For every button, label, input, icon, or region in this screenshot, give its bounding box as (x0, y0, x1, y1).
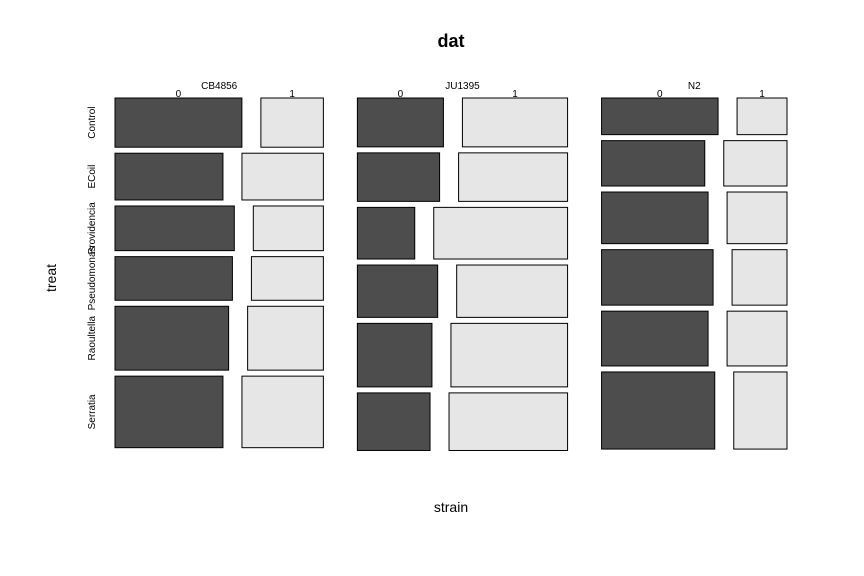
tile-ju1395-control-0 (357, 98, 443, 147)
tile-cb4856-raoultella-0 (115, 306, 229, 370)
treat-label-providencia: Providencia (87, 202, 98, 255)
chart-title: dat (437, 31, 465, 51)
tile-cb4856-control-0 (115, 98, 242, 147)
tile-n2-pseudomonas-1 (732, 250, 787, 305)
tile-n2-control-1 (737, 98, 787, 135)
tile-ju1395-control-1 (462, 98, 567, 147)
tile-ju1395-providencia-1 (434, 207, 568, 259)
level-label-cb4856-1: 1 (289, 89, 295, 100)
tile-cb4856-pseudomonas-1 (251, 257, 323, 301)
tile-ju1395-ecoil-0 (357, 153, 439, 202)
tile-ju1395-pseudomonas-1 (457, 265, 568, 317)
tile-cb4856-pseudomonas-0 (115, 257, 232, 301)
tile-ju1395-serratia-0 (357, 393, 430, 451)
level-label-ju1395-1: 1 (512, 89, 518, 100)
level-label-n2-1: 1 (759, 89, 765, 100)
tile-n2-ecoil-1 (724, 141, 787, 186)
strain-label-n2: N2 (687, 81, 701, 92)
treat-label-raoultella: Raoultella (87, 315, 98, 361)
strain-label-cb4856: CB4856 (201, 81, 238, 92)
tile-n2-ecoil-0 (602, 141, 705, 186)
treat-label-pseudomonas: Pseudomonas (87, 246, 98, 311)
level-label-cb4856-0: 0 (175, 89, 182, 100)
tile-ju1395-pseudomonas-0 (357, 265, 437, 317)
treat-label-control: Control (87, 106, 98, 139)
treat-label-serratia: Serratia (87, 394, 98, 430)
tile-n2-raoultella-1 (727, 311, 787, 366)
tile-cb4856-control-1 (261, 98, 323, 147)
tile-cb4856-ecoil-0 (115, 153, 223, 200)
x-axis-title: strain (433, 499, 469, 515)
tile-cb4856-serratia-0 (115, 376, 223, 448)
tile-n2-serratia-1 (734, 372, 787, 449)
tile-cb4856-providencia-1 (253, 206, 323, 251)
treat-label-ecoil: ECoil (87, 164, 98, 189)
tile-cb4856-raoultella-1 (248, 306, 324, 370)
tile-ju1395-raoultella-1 (451, 323, 568, 387)
y-axis-title: treat (43, 263, 59, 293)
tile-cb4856-ecoil-1 (242, 153, 323, 200)
tile-ju1395-providencia-0 (357, 207, 414, 259)
tile-ju1395-ecoil-1 (459, 153, 568, 202)
tile-n2-control-0 (602, 98, 718, 135)
tile-n2-providencia-0 (602, 192, 709, 244)
tile-n2-raoultella-0 (602, 311, 709, 366)
level-label-ju1395-0: 0 (397, 89, 404, 100)
level-label-n2-0: 0 (657, 89, 663, 100)
tile-n2-providencia-1 (727, 192, 787, 244)
mosaic-tiles (115, 98, 787, 450)
tile-cb4856-serratia-1 (242, 376, 323, 448)
tile-ju1395-serratia-1 (449, 393, 568, 451)
tile-ju1395-raoultella-0 (357, 323, 432, 387)
tile-n2-pseudomonas-0 (602, 250, 714, 305)
strain-label-ju1395: JU1395 (445, 81, 480, 92)
tile-n2-serratia-0 (602, 372, 715, 449)
tile-cb4856-providencia-0 (115, 206, 234, 251)
